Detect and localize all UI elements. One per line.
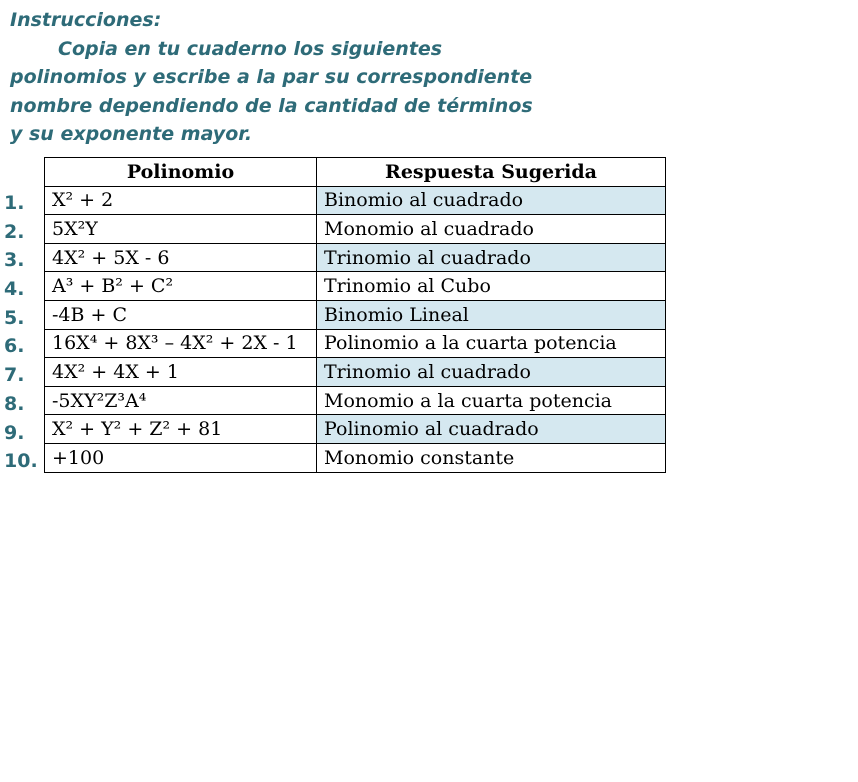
answer-cell: Binomio Lineal: [317, 300, 666, 329]
row-numbers: [4, 187, 44, 474]
row-number: 6.: [4, 335, 25, 358]
table-row: [45, 415, 666, 444]
polynomial-cell: 5X²Y: [45, 215, 317, 244]
table-row: [45, 186, 666, 215]
instructions-block: [10, 6, 590, 149]
polynomial-cell: X² + 2: [45, 186, 317, 215]
instructions-line-3: nombre dependiendo de la cantidad de términos: [10, 94, 533, 117]
answer-cell: Trinomio al Cubo: [317, 272, 666, 301]
row-number: 2.: [4, 220, 25, 243]
instructions-line-1: Copia en tu cuaderno los siguientes: [58, 37, 443, 60]
polynomial-cell: X² + Y² + Z² + 81: [45, 415, 317, 444]
instructions-line-2: polinomios y escribe a la par su correspondiente: [10, 66, 533, 88]
answer-cell: Trinomio al cuadrado: [317, 358, 666, 387]
row-number: 5.: [4, 306, 25, 329]
row-number: 1.: [4, 192, 25, 214]
row-number: 9.: [4, 421, 25, 444]
answer-cell: Trinomio al cuadrado: [317, 243, 666, 272]
answer-cell: Monomio al cuadrado: [317, 215, 666, 244]
answer-cell: Monomio a la cuarta potencia: [317, 386, 666, 415]
row-number: 7.: [4, 364, 25, 387]
answer-cell: Polinomio al cuadrado: [317, 415, 666, 444]
polynomial-cell: +100: [45, 443, 317, 472]
polynomial-cell: 4X² + 4X + 1: [45, 358, 317, 387]
row-number: 8.: [4, 392, 25, 415]
polynomial-cell: 16X⁴ + 8X³ – 4X² + 2X - 1: [45, 329, 317, 358]
answer-cell: Binomio al cuadrado: [317, 186, 666, 215]
polynomial-cell: A³ + B² + C²: [45, 272, 317, 301]
instructions-line-4: y su exponente mayor.: [10, 123, 253, 145]
answer-cell: Monomio constante: [317, 443, 666, 472]
table-header-row: [45, 158, 666, 187]
row-number: 10.: [4, 450, 38, 473]
polynomial-cell: -4B + C: [45, 300, 317, 329]
table-row: [45, 329, 666, 358]
answer-cell: Polinomio a la cuarta potencia: [317, 329, 666, 358]
row-number: 4.: [4, 278, 25, 301]
polynomial-cell: 4X² + 5X - 6: [45, 243, 317, 272]
row-number: 3.: [4, 249, 25, 272]
table-row: [45, 300, 666, 329]
table-row: [45, 243, 666, 272]
table-row: [45, 358, 666, 387]
polynomial-table: [44, 157, 666, 473]
instructions-title: Instrucciones:: [10, 9, 162, 31]
table-row: [45, 386, 666, 415]
polynomial-cell: -5XY²Z³A⁴: [45, 386, 317, 415]
header-polinomio: Polinomio: [45, 158, 317, 187]
table-row: [45, 443, 666, 472]
table-row: [45, 272, 666, 301]
header-respuesta-sugerida: Respuesta Sugerida: [317, 158, 666, 187]
table-row: [45, 215, 666, 244]
